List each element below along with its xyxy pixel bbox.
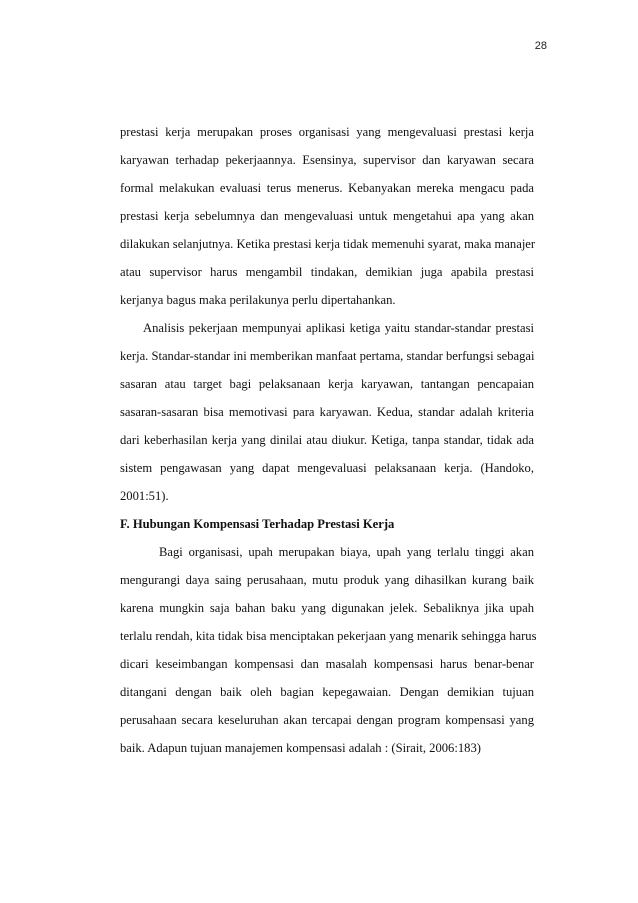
paragraph-line: kerja. Standar-standar ini memberikan manfaat pertama, standar berfungsi sebagai bbox=[120, 349, 535, 363]
paragraph-line: dari keberhasilan kerja yang dinilai atau diukur. Ketiga, tanpa standar, tidak ada bbox=[120, 433, 534, 447]
paragraph-line: atau supervisor harus mengambil tindakan, demikian juga apabila prestasi bbox=[120, 265, 534, 279]
paragraph-line: Analisis pekerjaan mempunyai aplikasi ketiga yaitu standar-standar prestasi bbox=[143, 321, 534, 335]
paragraph-line: Bagi organisasi, upah merupakan biaya, upah yang terlalu tinggi akan bbox=[159, 545, 534, 559]
paragraph-line: ditangani dengan baik oleh bagian kepegawaian. Dengan demikian tujuan bbox=[120, 685, 534, 699]
paragraph-line: dicari keseimbangan kompensasi dan masalah kompensasi harus benar-benar bbox=[120, 657, 534, 671]
section-heading: F. Hubungan Kompensasi Terhadap Prestasi Kerja bbox=[120, 517, 395, 531]
paragraph-line: sistem pengawasan yang dapat mengevaluasi pelaksanaan kerja. (Handoko, bbox=[120, 461, 534, 475]
paragraph-line: dilakukan selanjutnya. Ketika prestasi kerja tidak memenuhi syarat, maka manajer bbox=[120, 237, 536, 251]
paragraph-line: perusahaan secara keseluruhan akan tercapai dengan program kompensasi yang bbox=[120, 713, 534, 727]
page-number: 28 bbox=[534, 40, 547, 52]
paragraph-line: 2001:51). bbox=[120, 489, 169, 503]
paragraph-line: sasaran-sasaran bisa memotivasi para karyawan. Kedua, standar adalah kriteria bbox=[120, 405, 534, 419]
paragraph-line: formal melakukan evaluasi terus menerus. Kebanyakan mereka mengacu pada bbox=[120, 181, 534, 195]
paragraph-line: sasaran atau target bagi pelaksanaan kerja karyawan, tantangan pencapaian bbox=[120, 377, 534, 391]
paragraph-line: terlalu rendah, kita tidak bisa menciptakan pekerjaan yang menarik sehingga harus bbox=[120, 629, 537, 643]
paragraph-line: prestasi kerja sebelumnya dan mengevaluasi untuk mengetahui apa yang akan bbox=[120, 209, 534, 223]
paragraph-line: mengurangi daya saing perusahaan, mutu produk yang dihasilkan kurang baik bbox=[120, 573, 534, 587]
paragraph-line: kerjanya bagus maka perilakunya perlu dipertahankan. bbox=[120, 293, 396, 307]
paragraph-line: prestasi kerja merupakan proses organisasi yang mengevaluasi prestasi kerja bbox=[120, 125, 534, 139]
paragraph-line: karyawan terhadap pekerjaannya. Esensinya, supervisor dan karyawan secara bbox=[120, 153, 534, 167]
paragraph-line: baik. Adapun tujuan manajemen kompensasi adalah : (Sirait, 2006:183) bbox=[120, 741, 481, 755]
paragraph-line: karena mungkin saja bahan baku yang digunakan jelek. Sebaliknya jika upah bbox=[120, 601, 534, 615]
